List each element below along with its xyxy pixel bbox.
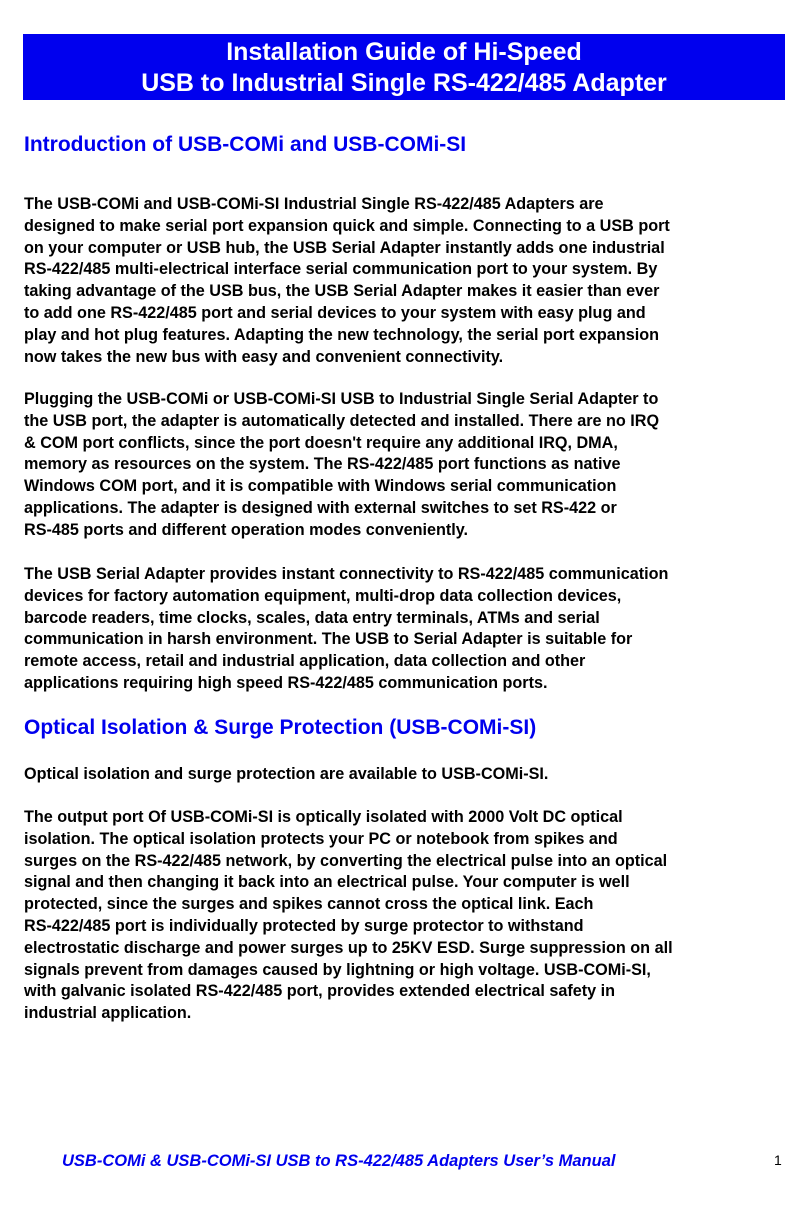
text-line: memory as resources on the system. The RS-422/485 port functions as native xyxy=(24,455,621,474)
intro-paragraph-3 xyxy=(24,564,788,695)
text-line: Plugging the USB-COMi or USB-COMi-SI USB to Industrial Single Serial Adapter to xyxy=(24,390,659,408)
optical-heading: Optical Isolation & Surge Protection (USB-COMi-SI) xyxy=(24,716,537,739)
intro-paragraph-1 xyxy=(24,194,788,368)
text-line: The output port Of USB-COMi-SI is optically isolated with 2000 Volt DC optical xyxy=(24,808,623,826)
text-line: RS-422/485 port is individually protected by surge protector to withstand xyxy=(24,916,584,935)
text-line: applications. The adapter is designed with external switches to set RS-422 or xyxy=(24,498,617,517)
text-line: electrostatic discharge and power surges up to 25KV ESD. Surge suppression on all xyxy=(24,938,673,957)
text-line: on your computer or USB hub, the USB Serial Adapter instantly adds one industrial xyxy=(24,238,665,257)
optical-paragraph-1 xyxy=(24,764,788,786)
text-line: the USB port, the adapter is automatically detected and installed. There are no IRQ xyxy=(24,411,660,430)
text-line: applications requiring high speed RS-422/485 communication ports. xyxy=(24,673,548,692)
text-line: Optical isolation and surge protection are available to USB-COMi-SI. xyxy=(24,765,549,783)
text-line: Windows COM port, and it is compatible with Windows serial communication xyxy=(24,477,617,496)
footer-manual-title: USB-COMi & USB-COMi-SI USB to RS-422/485 Adapters User’s Manual xyxy=(62,1152,616,1170)
title-line-2: USB to Industrial Single RS-422/485 Adapter xyxy=(141,69,667,97)
text-line: RS-422/485 multi-electrical interface serial communication port to your system. By xyxy=(24,260,658,279)
text-line: devices for factory automation equipment, multi-drop data collection devices, xyxy=(24,586,622,605)
optical-paragraph-2 xyxy=(24,807,788,1025)
text-line: industrial application. xyxy=(24,1004,192,1023)
text-line: now takes the new bus with easy and convenient connectivity. xyxy=(24,347,504,366)
text-line: taking advantage of the USB bus, the USB Serial Adapter makes it easier than ever xyxy=(24,282,660,301)
text-line: surges on the RS-422/485 network, by converting the electrical pulse into an optical xyxy=(24,851,668,870)
page-number: 1 xyxy=(774,1152,782,1168)
intro-paragraph-2 xyxy=(24,389,788,542)
title-banner xyxy=(23,34,785,100)
text-line: remote access, retail and industrial application, data collection and other xyxy=(24,652,586,671)
text-line: isolation. The optical isolation protects your PC or notebook from spikes and xyxy=(24,829,618,848)
text-line: & COM port conflicts, since the port doesn't require any additional IRQ, DMA, xyxy=(24,433,618,452)
text-line: protected, since the surges and spikes cannot cross the optical link. Each xyxy=(24,895,594,914)
text-line: The USB-COMi and USB-COMi-SI Industrial Single RS-422/485 Adapters are xyxy=(24,195,604,213)
title-line-1: Installation Guide of Hi-Speed xyxy=(226,38,582,66)
text-line: play and hot plug features. Adapting the new technology, the serial port expansion xyxy=(24,325,659,344)
text-line: signals prevent from damages caused by lightning or high voltage. USB-COMi-SI, xyxy=(24,960,651,979)
intro-heading: Introduction of USB-COMi and USB-COMi-SI xyxy=(24,133,467,156)
text-line: with galvanic isolated RS-422/485 port, provides extended electrical safety in xyxy=(24,982,616,1001)
text-line: barcode readers, time clocks, scales, data entry terminals, ATMs and serial xyxy=(24,608,600,627)
text-line: The USB Serial Adapter provides instant connectivity to RS-422/485 communication xyxy=(24,565,669,583)
text-line: to add one RS-422/485 port and serial devices to your system with easy plug and xyxy=(24,303,646,322)
text-line: RS-485 ports and different operation modes conveniently. xyxy=(24,520,469,539)
text-line: signal and then changing it back into an electrical pulse. Your computer is well xyxy=(24,873,630,892)
text-line: designed to make serial port expansion quick and simple. Connecting to a USB port xyxy=(24,216,670,235)
text-line: communication in harsh environment. The USB to Serial Adapter is suitable for xyxy=(24,630,633,649)
